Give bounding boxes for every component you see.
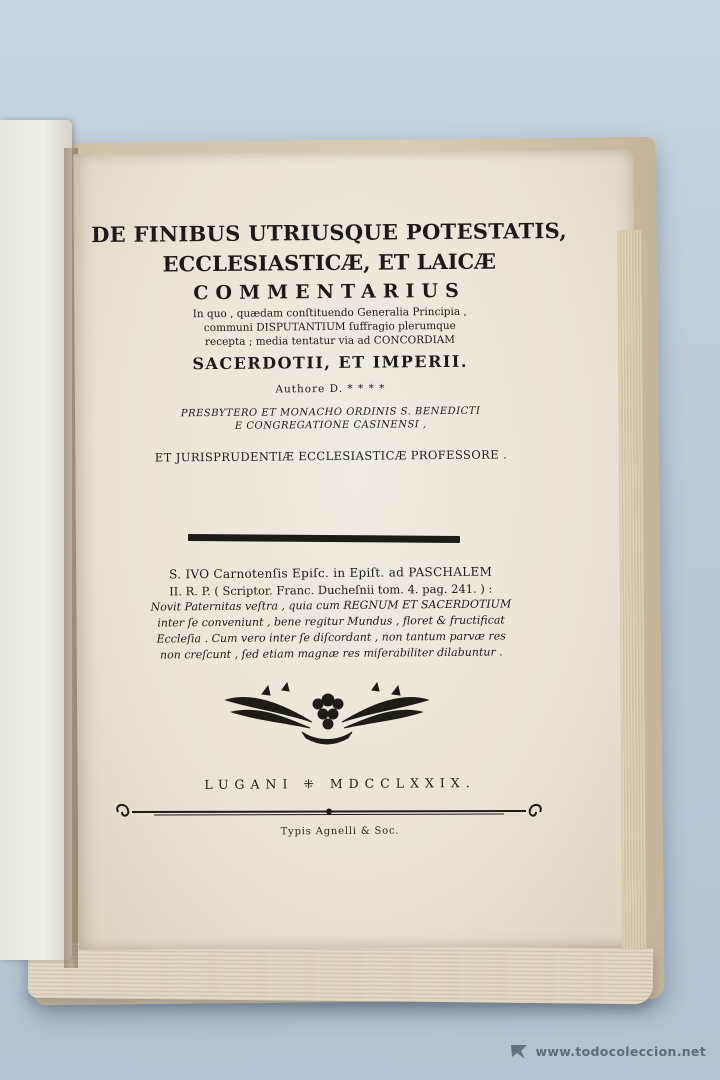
title-sacerdotii: SACERDOTII, ET IMPERII. (192, 351, 468, 374)
jurisprudence-line: ET JURISPRUDENTIÆ ECCLESIASTICÆ PROFESSORE . (154, 447, 508, 465)
floral-ornament-icon (222, 682, 432, 748)
todocoleccion-logo-icon (508, 1040, 530, 1062)
title-line-3: COMMENTARIUS (193, 279, 466, 305)
epigraph-line-3: Novit Paternitas veſtra , quia cum REGNUM ET SACERDOTIUM (150, 597, 512, 614)
site-watermark (508, 1040, 706, 1062)
imprint-place-date: LUGANI ⁜ MDCCLXXIX. (204, 775, 476, 792)
page-fore-edge (617, 230, 646, 950)
title-text-block (89, 216, 571, 466)
title-line-1: DE FINIBUS UTRIUSQUE POTESTATIS, (91, 217, 568, 248)
subtitle-line-3: recepta ; media tentatur via ad CONCORDIAM (204, 333, 456, 349)
epigraph-line-2: II. R. P. ( Scriptor. Franc. Ducheſnii tom. 4. pag. 241. ) : (169, 581, 493, 599)
presbyter-line-1: PRESBYTERO ET MONACHO ORDINIS S. BENEDICTI (180, 405, 481, 420)
epigraph-line-6: non creſcunt , ſed etiam magnæ res miſerabiliter dilabuntur . (159, 645, 503, 662)
watermark-text: www.todocoleccion.net (535, 1043, 706, 1059)
epigraph-line-5: Eccleſia . Cum vero inter ſe diſcordant , non tantum parvæ res (156, 629, 506, 646)
book-bottom-edge (28, 942, 654, 1005)
title-line-2: ECCLESIASTICÆ, ET LAICÆ (162, 248, 497, 277)
epigraph-line-1: S. IVO Carnotenſis Epiſc. in Epiſt. ad PASCHALEM (169, 564, 493, 582)
left-page (0, 120, 72, 960)
decorative-rule-icon (114, 800, 544, 822)
imprint-printer: Typis Agnelli & Soc. (280, 825, 400, 838)
epigraph-line-4: inter ſe conveniunt , bene regitur Mundus , floret & fructificat (157, 613, 505, 630)
subtitle-line-1: In quo , quædam conſtituendo Generalia Principia , (192, 305, 467, 321)
author-line: Authore D. * * * * (275, 382, 386, 396)
presbyter-line-2: E CONGREGATIONE CASINENSI , (234, 419, 427, 432)
epigraph-block (96, 563, 567, 664)
subtitle-line-2: communi DISPUTANTIUM ſuffragio plerumque (203, 319, 456, 335)
